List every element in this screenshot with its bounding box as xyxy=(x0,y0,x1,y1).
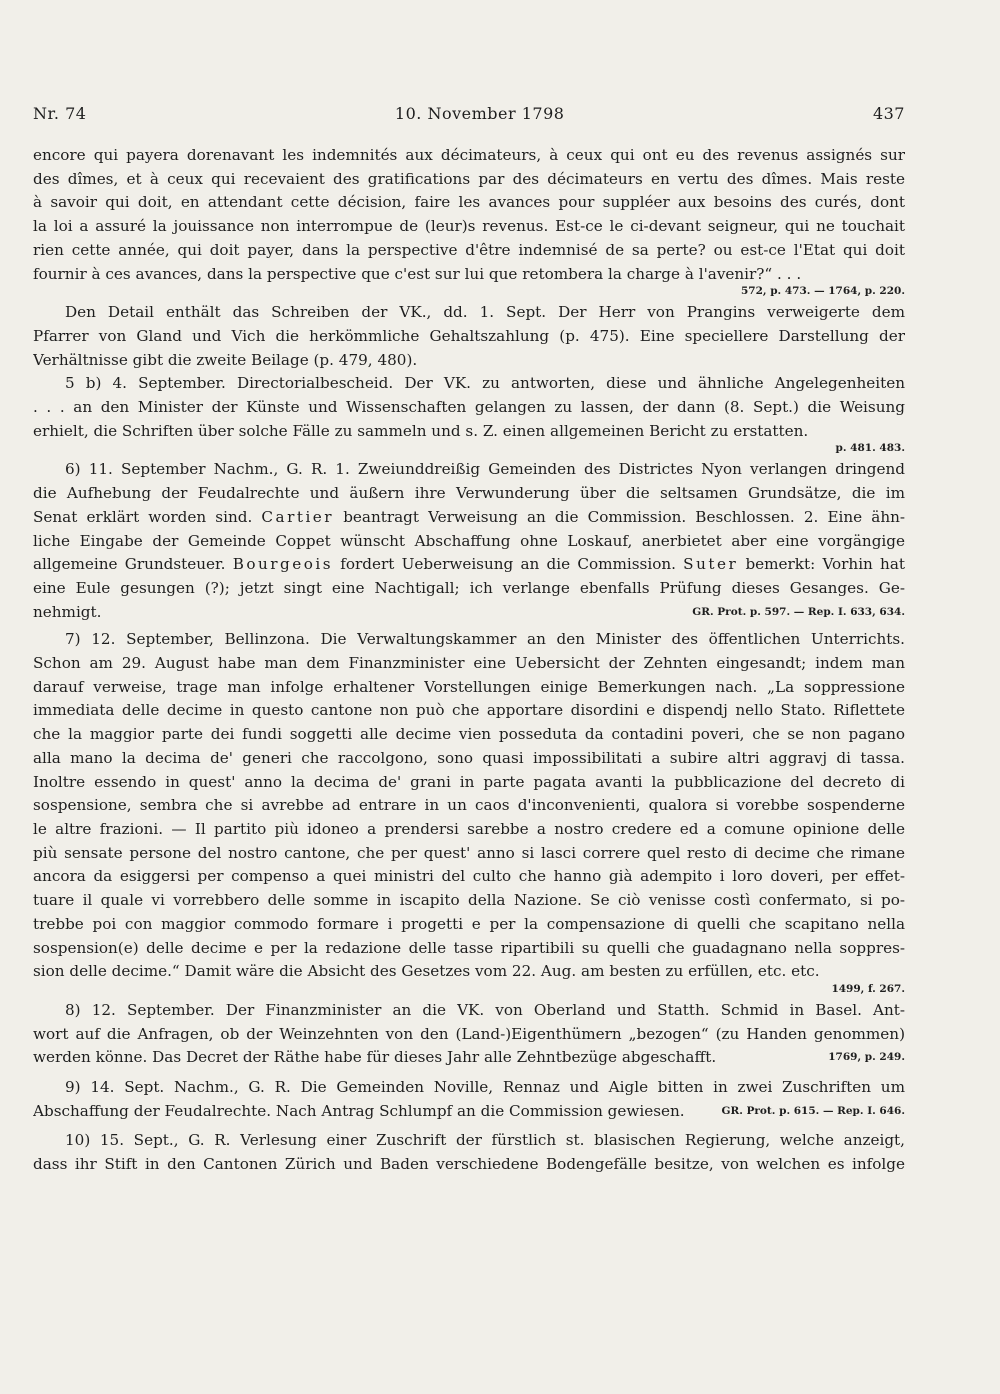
source-reference: 572, p. 473. — 1764, p. 220. xyxy=(740,285,905,298)
text-line: Den Detail enthält das Schreiben der VK., dd. 1. Sept. Der Herr von Prangins verweigerte dem xyxy=(65,303,905,322)
text-line xyxy=(33,553,905,577)
line-segment: fordert Ueberweisung an die Commission. xyxy=(340,555,676,574)
line-segment: bemerkt: Vorhin hat xyxy=(745,555,905,574)
entry-8 xyxy=(33,999,905,1070)
text-line: Pfarrer von Gland und Vich die herkömmliche Gehaltszahlung (p. 475). Eine speciellere Darstellung der xyxy=(33,326,905,345)
text-line: sospensione, sembra che si avrebbe ad entrare in un caos d'inconvenienti, qualora si vorebbe sospenderne xyxy=(33,796,905,815)
text-line: rien cette année, qui doit payer, dans la perspective d'être indemnisé de sa perte? ou est-ce l'Etat qui doit xyxy=(33,240,905,259)
text-line: 9) 14. Sept. Nachm., G. R. Die Gemeinden Noville, Rennaz und Aigle bitten in zwei Zuschriften um xyxy=(65,1078,905,1097)
text-line xyxy=(33,1046,905,1070)
text-line: Schon am 29. August habe man dem Finanzminister eine Uebersicht der Zehnten eingesandt; indem man xyxy=(33,654,905,673)
source-reference: p. 481. 483. xyxy=(835,442,905,455)
entry-9 xyxy=(33,1076,905,1123)
text-line: sion delle decime.“ Damit wäre die Absicht des Gesetzes vom 22. Aug. am besten zu erfüllen, etc. etc. xyxy=(33,962,820,981)
text-line xyxy=(33,506,905,530)
paragraph-detail xyxy=(33,301,905,372)
text-line: 7) 12. September, Bellinzona. Die Verwaltungskammer an den Minister des öffentlichen Unterrichts. xyxy=(65,630,905,649)
text-line: tuare il quale vi vorrebbero delle somme in iscapito della Nazione. Se ciò venisse costì confermato, si po- xyxy=(33,891,905,910)
text-line: Verhältnisse gibt die zweite Beilage (p. 479, 480). xyxy=(33,350,418,369)
text-line xyxy=(33,601,905,625)
text-line: le altre frazioni. — Il partito più idoneo a prendersi sarebbe a nostro credere ed a comune opinione delle xyxy=(33,819,905,838)
text-line: encore qui payera dorenavant les indemnités aux décimateurs, à ceux qui ont eu des revenus assignés sur xyxy=(33,146,905,164)
text-line: 8) 12. September. Der Finanzminister an die VK. von Oberland und Statth. Schmid in Basel. Ant- xyxy=(65,1000,905,1019)
text-line: darauf verweise, trage man infolge erhaltener Vorstellungen einige Bemerkungen nach. „La soppressione xyxy=(33,677,905,696)
text-line: ancora da esiggersi per compenso a quei ministri del culto che hanno già adempito i loro doveri, per effet- xyxy=(33,867,905,886)
text-line: eine Eule gesungen (?); jetzt singt eine Nachtigall; ich verlange ebenfalls Prüfung dieses Gesanges. Ge- xyxy=(33,578,905,597)
entry-7 xyxy=(33,628,905,996)
text-line: che la maggior parte dei fundi soggetti alle decime vien posseduta da contadini poveri, che se non pagano xyxy=(33,725,905,744)
paragraph-french-quote xyxy=(33,144,905,298)
speaker-name: Cartier xyxy=(261,507,335,526)
entry-10 xyxy=(33,1129,905,1176)
text-line: dass ihr Stift in den Cantonen Zürich und Baden verschiedene Bodengefälle besitze, von welchen es infolge xyxy=(33,1155,905,1174)
line-segment: Senat erklärt worden sind. xyxy=(33,507,253,526)
text-line: sospension(e) delle decime e per la redazione delle tasse ripartibili su quelli che guadagnano nella soppres- xyxy=(33,938,905,957)
text-line: . . . an den Minister der Künste und Wissenschaften gelangen zu lassen, der dann (8. Sept.) die Weisung xyxy=(33,398,905,417)
speaker-name: Suter xyxy=(683,555,739,574)
text-line: Inoltre essendo in quest' anno la decima de' grani in parte pagata avanti la pubblicazione del decreto di xyxy=(33,772,905,791)
source-reference: 1499, f. 267. xyxy=(831,982,905,995)
text-line: fournir à ces avances, dans la perspective que c'est sur lui que retombera la charge à l'avenir?“ . . . xyxy=(33,264,802,283)
text-line: trebbe poi con maggior commodo formare i progetti e per la compensazione di quelli che scapitano nella xyxy=(33,914,905,933)
line-segment: beantragt Verweisung an die Commission. Beschlossen. 2. Eine ähn- xyxy=(343,507,905,526)
text-line xyxy=(33,1100,905,1124)
source-reference: GR. Prot. p. 615. — Rep. I. 646. xyxy=(721,1104,905,1117)
source-reference: 1769, p. 249. xyxy=(828,1051,905,1064)
text-line: erhielt, die Schriften über solche Fälle zu sammeln und s. Z. einen allgemeinen Bericht zu erstatten. xyxy=(33,421,809,440)
source-reference: GR. Prot. p. 597. — Rep. I. 633, 634. xyxy=(692,605,905,618)
document-number: Nr. 74 xyxy=(33,104,87,123)
line-segment: Abschaffung der Feudalrechte. Nach Antrag Schlumpf an die Commission gewiesen. xyxy=(33,1101,685,1120)
text-line: immediata delle decime in questo cantone non può che apportare disordini e dispendj nello Stato. Riflettete xyxy=(33,701,905,720)
text-line: wort auf die Anfragen, ob der Weinzehnten von den (Land-)Eigenthümern „bezogen“ (zu Handen genommen) xyxy=(33,1024,905,1043)
line-segment: nehmigt. xyxy=(33,602,102,621)
line-segment: werden könne. Das Decret der Räthe habe für dieses Jahr alle Zehntbezüge abgeschafft. xyxy=(33,1048,717,1067)
text-line: più sensate persone del nostro cantone, che per quest' anno si lasci correre quel resto di decime che rimane xyxy=(33,843,905,862)
text-line: la loi a assuré la jouissance non interrompue de (leur)s revenus. Est-ce le ci-devant seigneur, qui ne touchait xyxy=(33,217,905,236)
text-line: die Aufhebung der Feudalrechte und äußern ihre Verwunderung über die seltsamen Grundsätze, die im xyxy=(33,484,905,503)
entry-5b xyxy=(33,372,905,455)
line-segment: allgemeine Grundsteuer. xyxy=(33,555,226,574)
speaker-name: Bourgeois xyxy=(232,555,334,574)
entry-6 xyxy=(33,458,905,624)
text-line: 6) 11. September Nachm., G. R. 1. Zweiunddreißig Gemeinden des Districtes Nyon verlangen dringend xyxy=(65,460,905,479)
text-line: alla mano la decima de' generi che raccolgono, sono quasi impossibilitati a subire altri aggravj di tassa. xyxy=(33,748,905,767)
running-head xyxy=(33,104,905,123)
text-line: à savoir qui doit, en attendant cette décision, faire les avances pour suppléer aux besoins des curés, dont xyxy=(33,193,905,212)
text-line: 10) 15. Sept., G. R. Verlesung einer Zuschrift der fürstlich st. blasischen Regierung, welche anzeigt, xyxy=(65,1131,905,1150)
text-line: des dîmes, et à ceux qui recevaient des gratifications par des décimateurs en vertu des dîmes. Mais reste xyxy=(33,169,905,188)
document-date: 10. November 1798 xyxy=(394,104,565,123)
page-number: 437 xyxy=(872,104,905,123)
text-line: liche Eingabe der Gemeinde Coppet wünscht Abschaffung ohne Loskauf, anerbietet aber eine vorgängige xyxy=(33,531,905,550)
text-line: 5 b) 4. September. Directorialbescheid. Der VK. zu antworten, diese und ähnliche Angelegenheiten xyxy=(65,374,905,393)
body-text xyxy=(33,144,905,1177)
